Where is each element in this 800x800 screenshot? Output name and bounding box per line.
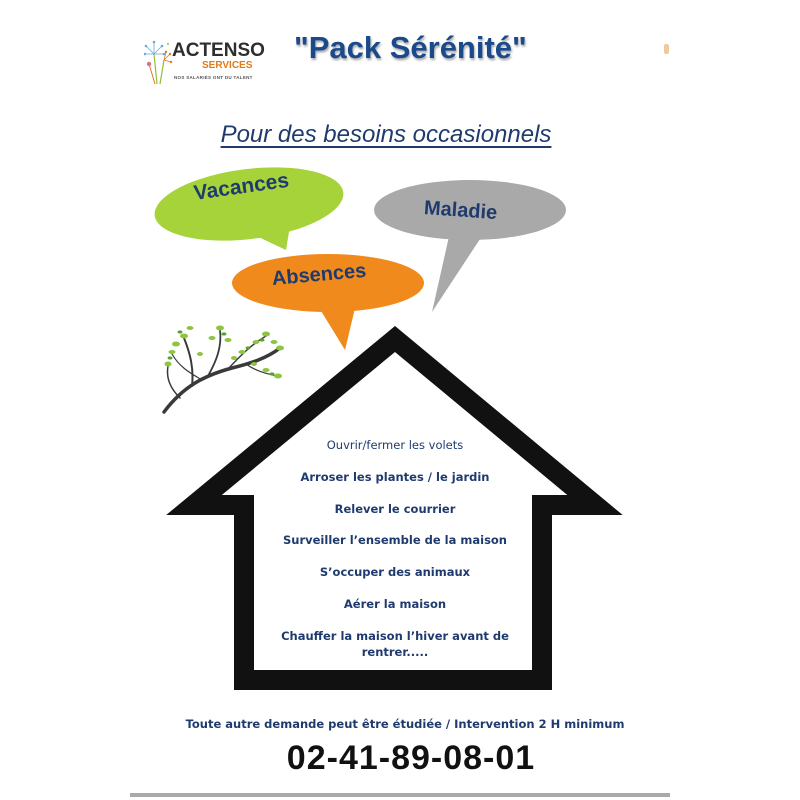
services-list	[268, 437, 522, 660]
bubble-label-absences: Absences	[271, 259, 368, 290]
service-item: Ouvrir/fermer les volets	[326, 438, 464, 452]
bubble-label-vacances: Vacances	[192, 168, 291, 205]
service-item: Surveiller l’ensemble de la maison	[283, 533, 507, 548]
footer-note: Toute autre demande peut être étudiée / Intervention 2 H minimum	[185, 717, 625, 731]
service-item: Chauffer la maison l’hiver avant de rentrer.....	[281, 628, 509, 659]
service-item: S’occuper des animaux	[319, 565, 471, 580]
bottom-divider	[130, 793, 670, 797]
service-item: Aérer la maison	[343, 596, 447, 611]
logo-subtitle: SERVICES	[202, 60, 253, 71]
bubble-label-maladie: Maladie	[423, 197, 498, 225]
logo-tagline: NOS SALARIÉS ONT DU TALENT	[174, 75, 253, 80]
phone-number: 02-41-89-08-01	[286, 739, 536, 777]
service-item: Relever le courrier	[334, 501, 456, 516]
service-item: Arroser les plantes / le jardin	[300, 469, 490, 484]
page-title: "Pack Sérénité"	[294, 30, 527, 65]
page-subtitle: Pour des besoins occasionnels	[220, 121, 552, 148]
logo-name: ACTENSO	[172, 40, 265, 61]
